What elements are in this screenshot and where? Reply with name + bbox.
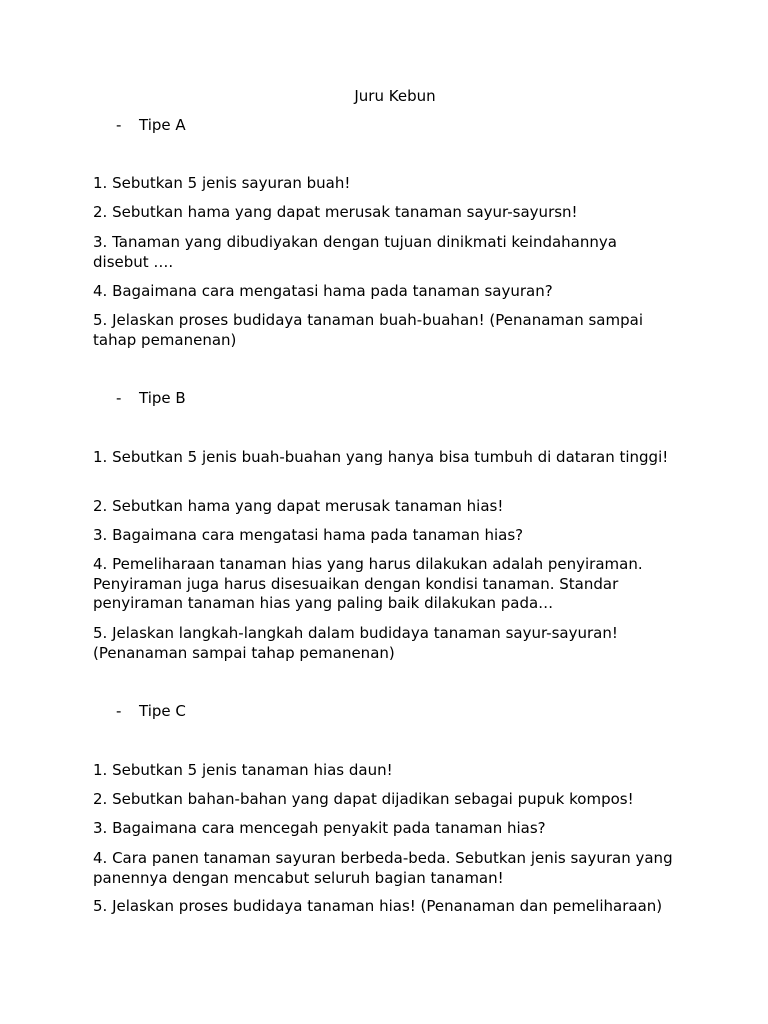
dash-bullet: - [116,702,122,720]
dash-bullet: - [116,389,122,407]
question-item: 3. Tanaman yang dibudiyakan dengan tujuan dinikmati keindahannya disebut …. [93,233,617,271]
question-item: 4. Bagaimana cara mengatasi hama pada tanaman sayuran? [93,282,553,300]
question-item: 3. Bagaimana cara mencegah penyakit pada tanaman hias? [93,819,546,837]
section-label: Tipe B [139,389,186,407]
question-item: 5. Jelaskan langkah-langkah dalam budidaya tanaman sayur-sayuran! (Penanaman sampai tahap pemanenan) [93,624,618,662]
section-label: Tipe C [139,702,186,720]
question-item: 2. Sebutkan hama yang dapat merusak tanaman hias! [93,497,504,515]
question-item: 2. Sebutkan bahan-bahan yang dapat dijadikan sebagai pupuk kompos! [93,790,634,808]
question-item: 4. Cara panen tanaman sayuran berbeda-beda. Sebutkan jenis sayuran yang panennya dengan mencabut seluruh bagian tanaman! [93,849,673,887]
question-item: 1. Sebutkan 5 jenis sayuran buah! [93,174,351,192]
question-item: 1. Sebutkan 5 jenis tanaman hias daun! [93,761,393,779]
question-item: 3. Bagaimana cara mengatasi hama pada tanaman hias? [93,526,524,544]
section-label: Tipe A [139,116,186,134]
page-title: Juru Kebun [354,87,436,105]
section-heading-tipe-c [116,702,186,722]
question-item: 1. Sebutkan 5 jenis buah-buahan yang hanya bisa tumbuh di dataran tinggi! [93,448,669,466]
question-item: 2. Sebutkan hama yang dapat merusak tanaman sayur-sayursn! [93,203,578,221]
question-item: 4. Pemeliharaan tanaman hias yang harus dilakukan adalah penyiraman. Penyiraman juga harus disesuaikan dengan kondisi tanaman. Standar penyiraman tanaman hias yang paling baik dilakukan pada… [93,555,643,612]
section-heading-tipe-b [116,389,186,409]
question-item: 5. Jelaskan proses budidaya tanaman hias! (Penanaman dan pemeliharaan) [93,897,663,915]
section-heading-tipe-a [116,116,186,136]
question-item: 5. Jelaskan proses budidaya tanaman buah-buahan! (Penanaman sampai tahap pemanenan) [93,311,643,349]
dash-bullet: - [116,116,122,134]
